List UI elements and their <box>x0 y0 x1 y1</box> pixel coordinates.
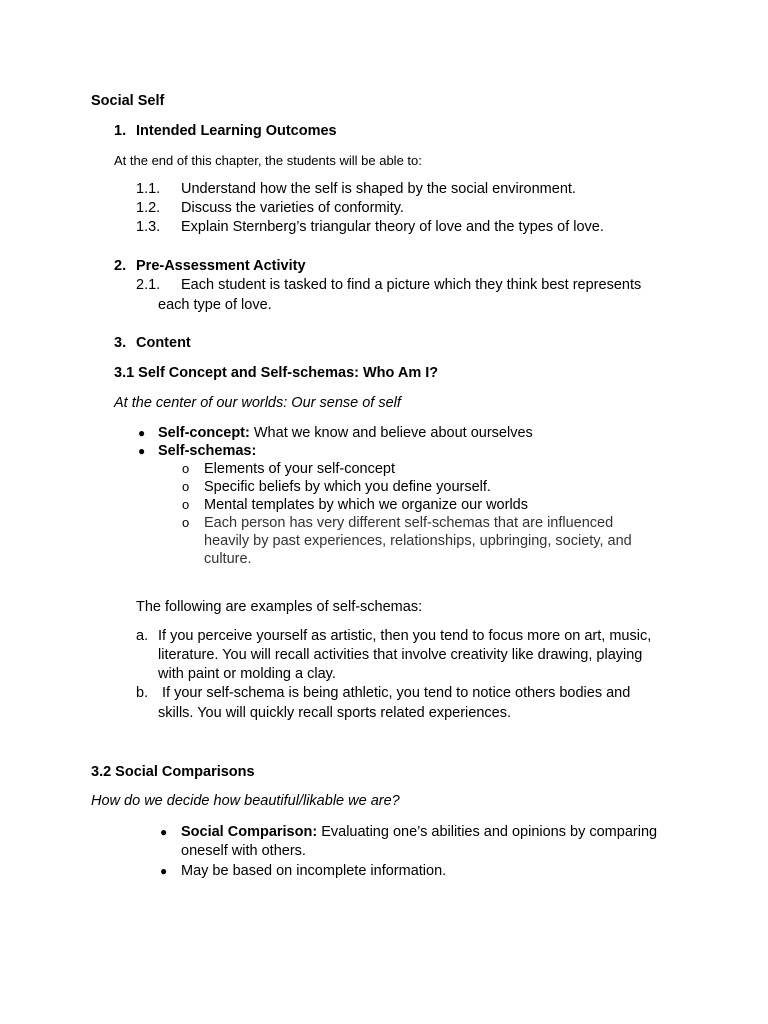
section-2-number: 2. <box>114 258 127 274</box>
schema-subitem-4-line-2: heavily by past experiences, relationships, upbringing, society, and <box>204 533 632 549</box>
hollow-circle-icon: o <box>182 515 190 530</box>
bullet-dot-icon: ● <box>138 426 146 440</box>
section-1-intro: At the end of this chapter, the students will be able to: <box>114 153 422 168</box>
subsection-3-1-heading: 3.1 Self Concept and Self-schemas: Who Am I? <box>114 365 439 381</box>
section-3-number: 3. <box>114 335 127 351</box>
hollow-circle-icon: o <box>182 497 190 512</box>
outcome-1-number: 1.1. <box>136 181 161 197</box>
social-comparison-bullet <box>181 823 657 841</box>
schema-subitem-2: Specific beliefs by which you define yourself. <box>204 479 491 495</box>
outcome-2-number: 1.2. <box>136 200 161 216</box>
outcome-3-text: Explain Sternberg’s triangular theory of love and the types of love. <box>181 219 604 235</box>
self-concept-definition: What we know and believe about ourselves <box>253 425 533 441</box>
schema-subitem-4-line-1: Each person has very different self-schemas that are influenced <box>204 515 614 531</box>
social-comparison-term: Social Comparison: <box>181 824 318 840</box>
subsection-3-1-italic-lead: At the center of our worlds: Our sense of self <box>114 395 401 411</box>
example-b-line-1: If your self-schema is being athletic, you tend to notice others bodies and <box>162 685 631 701</box>
bullet-dot-icon: ● <box>160 864 168 878</box>
example-a-line-3: with paint or molding a clay. <box>158 666 336 682</box>
example-b-line-2: skills. You will quickly recall sports related experiences. <box>158 705 511 721</box>
self-concept-term: Self-concept: <box>158 425 250 441</box>
example-a-line-1: If you perceive yourself as artistic, then you tend to focus more on art, music, <box>158 628 652 644</box>
bullet-dot-icon: ● <box>138 444 146 458</box>
outcome-3-number: 1.3. <box>136 219 161 235</box>
self-schemas-term: Self-schemas: <box>158 443 257 459</box>
schema-subitem-1: Elements of your self-concept <box>204 461 396 477</box>
outcome-1-text: Understand how the self is shaped by the social environment. <box>181 181 576 197</box>
hollow-circle-icon: o <box>182 479 190 494</box>
activity-1-line-1: Each student is tasked to find a picture which they think best represents <box>181 277 642 293</box>
bullet-dot-icon: ● <box>160 825 168 839</box>
social-comparison-definition-line-1: Evaluating one’s abilities and opinions by comparing <box>321 824 658 840</box>
document-title: Social Self <box>91 93 165 109</box>
section-3-heading: Content <box>136 335 191 351</box>
section-1-number: 1. <box>114 123 127 139</box>
example-b-label: b. <box>136 685 149 701</box>
schema-subitem-3: Mental templates by which we organize our worlds <box>204 497 528 513</box>
subsection-3-2-heading: 3.2 Social Comparisons <box>91 764 255 780</box>
schema-subitem-4-line-3: culture. <box>204 551 252 567</box>
outcome-2-text: Discuss the varieties of conformity. <box>181 200 404 216</box>
self-concept-bullet <box>158 424 533 442</box>
social-comparison-definition-line-2: oneself with others. <box>181 843 306 859</box>
example-a-label: a. <box>136 628 149 644</box>
subsection-3-2-italic-lead: How do we decide how beautiful/likable we are? <box>91 793 400 809</box>
activity-1-line-2: each type of love. <box>158 297 272 313</box>
hollow-circle-icon: o <box>182 461 190 476</box>
section-1-heading: Intended Learning Outcomes <box>136 123 337 139</box>
examples-intro: The following are examples of self-schemas: <box>136 599 423 615</box>
example-a-line-2: literature. You will recall activities that involve creativity like drawing, playing <box>158 647 643 663</box>
activity-1-number: 2.1. <box>136 277 161 293</box>
incomplete-info-bullet: May be based on incomplete information. <box>181 863 447 879</box>
section-2-heading: Pre-Assessment Activity <box>136 258 306 274</box>
